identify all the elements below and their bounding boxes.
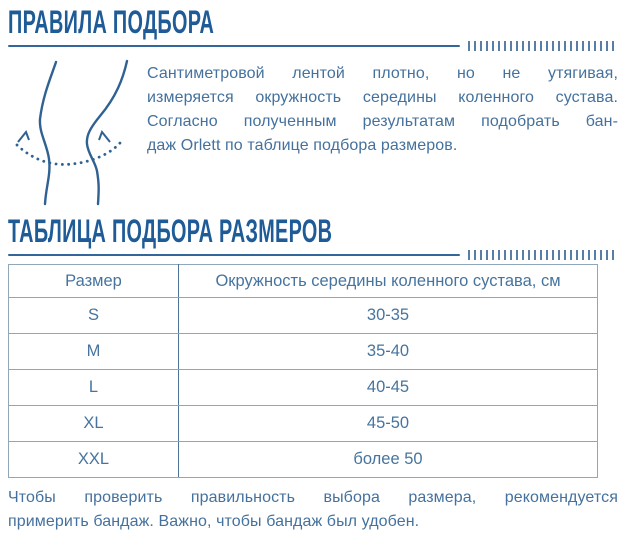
size-table-head bbox=[9, 265, 598, 298]
table-cell: S bbox=[9, 298, 179, 334]
table-cell: XXL bbox=[9, 442, 179, 478]
heading-underline bbox=[8, 254, 460, 256]
text-line: Чтобы проверить правильность выбора размера, рекомендуется bbox=[8, 489, 618, 506]
table-cell: 45-50 bbox=[179, 406, 598, 442]
text-line: Согласно полученным результатам подобрать бан- bbox=[147, 113, 618, 130]
table-row bbox=[9, 442, 598, 478]
table-row bbox=[9, 334, 598, 370]
table-row bbox=[9, 370, 598, 406]
table-cell: 40-45 bbox=[179, 370, 598, 406]
heading-underline-row bbox=[8, 41, 618, 51]
text-line: Сантиметровой лентой плотно, но не утягивая, bbox=[147, 65, 618, 82]
footer-note bbox=[8, 486, 618, 534]
size-table-header-row bbox=[9, 265, 598, 298]
section-rules-heading bbox=[8, 4, 618, 51]
table-cell: 35-40 bbox=[179, 334, 598, 370]
intro-paragraph bbox=[147, 62, 618, 207]
heading-underline bbox=[8, 45, 460, 47]
table-cell: L bbox=[9, 370, 179, 406]
table-cell: 30-35 bbox=[179, 298, 598, 334]
section-title-rules bbox=[8, 4, 618, 40]
ruler-ticks-icon bbox=[468, 41, 618, 51]
text-line: примерить бандаж. Важно, чтобы бандаж был удобен. bbox=[8, 513, 420, 530]
table-cell: более 50 bbox=[179, 442, 598, 478]
section-title-rules-text: ПРАВИЛА ПОДБОРА bbox=[8, 4, 215, 40]
knee-measurement-illustration-icon bbox=[10, 59, 140, 207]
size-table-body bbox=[9, 298, 598, 478]
size-table-header-circumference: Окружность середины коленного сустава, см bbox=[179, 265, 598, 298]
size-table bbox=[8, 264, 598, 478]
text-line: даж Orlett по таблице подбора размеров. bbox=[147, 137, 458, 154]
size-table-header-size: Размер bbox=[9, 265, 179, 298]
table-cell: M bbox=[9, 334, 179, 370]
heading-underline-row bbox=[8, 250, 618, 260]
table-row bbox=[9, 298, 598, 334]
table-cell: XL bbox=[9, 406, 179, 442]
ruler-ticks-icon bbox=[468, 250, 618, 260]
section-title-size-table-text: ТАБЛИЦА ПОДБОРА РАЗМЕРОВ bbox=[8, 213, 333, 249]
text-line: измеряется окружность середины коленного сустава. bbox=[147, 89, 618, 106]
table-row bbox=[9, 406, 598, 442]
intro-row bbox=[8, 59, 618, 207]
section-title-size-table bbox=[8, 213, 618, 249]
section-size-table-heading bbox=[8, 213, 618, 260]
